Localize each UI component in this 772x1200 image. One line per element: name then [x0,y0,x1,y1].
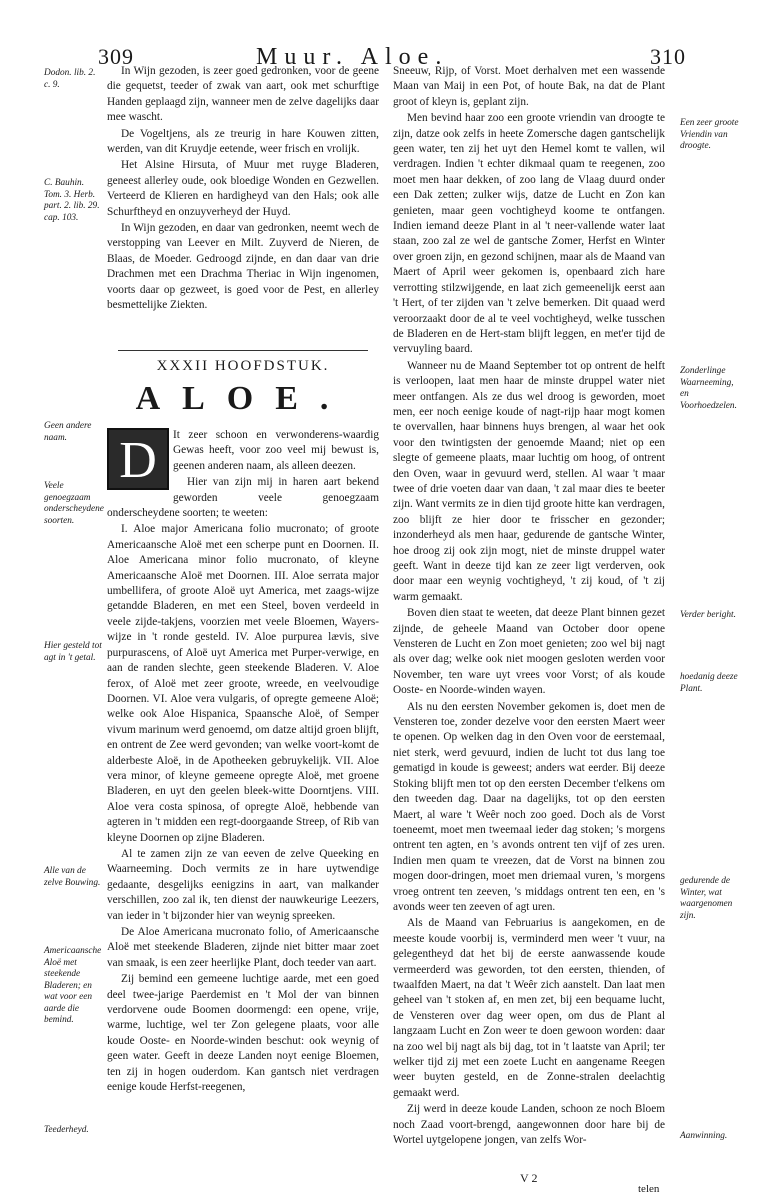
chapter-heading: XXXII HOOFDSTUK. [156,358,330,374]
paragraph: Hier van zijn mij in haren aart bekend geworden veele genoegzaam onderscheydene soorten; te weeten: [107,476,379,520]
paragraph: De Aloe Americana mucronato folio, of Americaansche Aloë met steekende Bladeren, zijnde niet bitter maar zoet van smaak, is een zeer heerlijke Plant, doch teeder van aart. [107,926,379,969]
margin-note: C. Bauhin. Tom. 3. Herb. part. 2. lib. 29. cap. 103. [44,178,100,223]
paragraph: Men bevind haar zoo een groote vriendin van droogte te zijn, datze ook zelfs in heete Zomersche dagen gantschelijk geen water, ten zij het uyt den Hemel komt te vallen, wil verdragen. Indien 't echter dikmaal quam te reegenen, zoo moet men haar dekken, of zoo lang de Vlaag duurd onder een Dak zetten; zulker wijs, datze de Lucht en Zon kan genieten, maar geen vochtigheyd koome te ontfangen. Indien iemand deeze Plant in al 't neer-vallende water laat staan, zoo zal ze wel de gantsche Zomer, Herfst en Winter over groen zijn, en gezond schijnen, maar als de Maand van Maert of April weer gekomen is, openbaard zich hare verrotting stilzwijgende, en laat zich gemeenelijk eerst aan 't Hert, of ter zijden van 't zelve bemerken. Dit quaad werd veroorzaakt door de al te veel vochtigheyd, welke tusschen de Bladeren en de Hert-stam blijft leggen, en met'er tijd de vervuyling baard. [393,112,665,356]
aloe-chapter-body [107,428,379,1096]
paragraph: Wanneer nu de Maand September tot op ontrent de helft is verloopen, laat men haar de minste druppel water niet meer ontfangen. Als ze dus wel droog is geworden, moet men, eer noch eenige koude of nagt-rijp haar mogt komen te overvallen, haar binnens huys brengen, al waar het ook voor den twintigsten der genoemde Maand; niet op een slegte of gemeene plaats, maar luchtig om hoog, of ontrent den Oven, waar in gevuurd werd, stellen. Al waar 't maar twee of drie voeten daar van daan, 't zal maar dies te beeter zijn. Want vermits ze in dien tijd groote hitte kan verdragen, zoo blijft ze hier door te frisscher en gezonder; inzonderheyd als men haar, gedurende de gantsche Winter, hoe droog zij ook zijn mogt, niet de minste druppel water geeft. Want in deeze tijd kan ze zeer ligt verderven, ook door maar een weynig vochtigheyd, 't zij koud, of 't zij warm gemaakt. [393,359,665,603]
left-column-top [107,64,379,315]
margin-note: Americaansche Aloë met steekende Bladeren; en wat voor een aarde die bemind. [44,946,102,1025]
margin-note: Zonderlinge Waarneeming, en Voorhoedzelen. [680,366,737,411]
paragraph: In Wijn gezoden, en daar van gedronken, neemt wech de verstopping van Leever en Milt. Zuyverd de Nieren, de Blaas, de Moeder. Gedroogd zijnde, en dan daar van drie Drachmen met een Drachma Theriac in Wijn ingenomen, voorts daar op gezweet, is goed voor de Pest, en allerley besmettelijke Ziekten. [107,222,379,312]
paragraph: Al te zamen zijn ze van eeven de zelve Queeking en Waarneeming. Doch vermits ze in hare uytwendige gedaante, desgelijks eenigzins in aart, van malkander verschillen, zoo zal ik, ten dienst der nauwkeurige Leezers, van ieder in 't bijzonder hier van weynig spreeken. [107,847,379,922]
dropcap-initial: D [107,428,169,490]
margin-note: Geen andere naam. [44,421,92,443]
paragraph: Boven dien staat te weeten, dat deeze Plant binnen gezet zijnde, de geheele Maand van October door opene Vensteren de Lucht en Zon moet genieten; zoo wel bij nagt als over dag; welke ook niet moogen gesloten werden voor November, ten ware uyt vrees voor Vorst; of als koude Ooste- en Noorde-winden wayen. [393,607,665,697]
paragraph: Sneeuw, Rijp, of Vorst. Moet derhalven met een wassende Maan van Maij in een Pot, of houte Bak, na dat de Plant groot of kleyn is, geplant zijn. [393,65,665,108]
paragraph: Zij bemind een gemeene luchtige aarde, met een goed deel twee-jarige Paerdemist en 't Mol der van binnen verdorvene oude Boomen doormengd: een opene, vrije, warme, luchtige, wel ter Zon gelegene plaats, voor alle koude Ooste- en Noorde-winden beschut: ook weynig of geen water. Geeft in deeze Landen noyt eenige Bloemen, ten zij in hogen ouderdom. Kan gantsch niet verdragen eenige koude Herfst-reegenen, [107,973,379,1094]
paragraph: In Wijn gezoden, is zeer goed gedronken, voor de geene die gequetst, teeder of zwak van aart, ook met schurftige Handen geplaagd zijn, wanneer men de zelve dagelijks daar mee wascht. [107,65,379,124]
margin-note: Veele genoegzaam onderscheydene soorten. [44,481,104,526]
page-number-right: 310 [650,44,686,69]
chapter-title: ALOE. [135,380,351,417]
paragraph: It zeer schoon en verwonderens-waardig Gewas heeft, voor zoo veel mij bewust is, geenen anderen naam, als alleen deezen. [173,429,379,472]
margin-note: hoedanig deeze Plant. [680,672,738,694]
margin-note: Verder beright. [680,610,736,620]
margin-note: gedurende de Winter, wat waargenomen zijn. [680,876,733,921]
margin-note: Teederheyd. [44,1125,89,1135]
paragraph: Als nu den eersten November gekomen is, doet men de Vensteren toe, zonder dezelve voor den eersten Maert weer te openen. Op welken dag in den Oven voor de eerstemaal, niet sterk, werd gevuurd, indien de lucht tot dus lang toe gematigd in koude is geweest; anders wat eerder. Bij deeze Stoking blijft men tot op den eersten December t'elkens om den tweeden dag. Daar na dagelijks, tot op den eersten Maert, al ware 't Weêr noch zoo goed. Doch als de Vorst toeneemt, moet men tweemaal ieder dag stoken; 's morgens ontrent ten agten, en 's avonds ontrent ten vijf of zes uren. Indien men quam te vreezen, dat de Vorst na binnen zou mogen door-dringen, moet men driemaal vuren, 's morgens vroeg ontrent ten zeeven, 's middags ontrent ten een, en 's avonds weer ten zeeven of agt uren. [393,700,665,913]
margin-note: Aanwinning. [680,1131,728,1141]
margin-note: Dodon. lib. 2. c. 9. [44,68,96,90]
paragraph: Als de Maand van Februarius is aangekomen, en de meeste koude voorbij is, verminderd men weer 't vuur, na gelegentheyd dat het bij de eerste aanwassende koude vermeerderd was geworden, tot den eersten, thienden, of twaalfden Maert, na dat 't Weêr zich aanstelt. Dan laat men geheel van 't stoken af, en men zet, bij een bequame lucht, de Vensteren over dag weer open, om dus de Plant al langzaam Lucht en Zon weer te doen gewoon worden: daar na zoo wel bij nagt als bij dag, tot in 't laatste van April; ter welker tijd zij met een zoete Lucht en aangename Reegen weer buyten gesteld, en de Zonne-stralen deelachtig gemaakt werd. [393,917,665,1099]
paragraph: Het Alsine Hirsuta, of Muur met ruyge Bladeren, geneest allerley oude, ook bloedige Wonden en Gezwellen. Verteerd de Klieren en hardigheyd van den Hals; ook alle Schurftheyd en onzuyverheyd der Huyd. [107,159,379,218]
margin-note: Alle van de zelve Bouwing. [44,866,101,888]
paragraph: I. Aloe major Americana folio mucronato; of groote Americaansche Aloë met een scherpe punt en Doornen. II. Aloe Americana minor folio mucronato, of kleyne Americaansche Aloë met Doornen. III. Aloe serrata major umbellifera, of groote Aloë uyt America, met zaags-wijze getandde Bladeren, en met een Steel, boven verdeeld in veele zijde-takjens, voorzien met veele Bloemen, Wayers-wijze in 't ronde gesteld. IV. Aloe purpurea lævis, sive purpurascens, of Aloë uyt America met Purper-verwige, en aan de randen slechte, geen steekende Bladeren. V. Aloe ferox, of Aloë met zeer groote, wreede, en veelvoudige Doornen. VI. Aloe vera vulgaris, of opregte gemeene Aloë; welke ook Aloe Hispanica, Spaansche Aloë, of Semper vivum marinum werd genoemd, om datze altijd groen blijft, en ontrent de Zee werd gevonden; van welke voort-komt de alderbeste Aloë, in de Apotheeken gebruykelijk. VII. Aloe vera minor, of kleyne gemeene opregte Aloë, met groene Bladeren, en uyt den geelen bleek-witte Doorntjens. VIII. Aloe vera costa spinosa, of opregte Aloë, hebbende van agteren in 't midden een regt-doorgaande Streep, of Rib van kleyne Doornen op zijne Bladeren. [107,523,379,844]
paragraph: Zij werd in deeze koude Landen, schoon ze noch Bloem noch Zaad voort-brengd, aangewonnen door hare bij de Wortel uytgelopene jongen, van zelfs Wor- [393,1103,665,1147]
right-column [393,64,665,1149]
margin-note: Hier gesteld tot agt in 't getal. [44,641,102,663]
running-title: Muur. Aloe. [256,44,449,70]
paragraph: De Vogeltjens, als ze treurig in hare Kouwen zitten, werden, van dit Kruydje eetende, weer frisch en vrolijk. [107,127,379,156]
signature-mark: V 2 [520,1171,538,1185]
page-number-left: 309 [98,44,134,69]
margin-note: Een zeer groote Vriendin van droogte. [680,118,739,151]
catchword: telen [638,1183,660,1195]
chapter-rule [118,350,368,351]
